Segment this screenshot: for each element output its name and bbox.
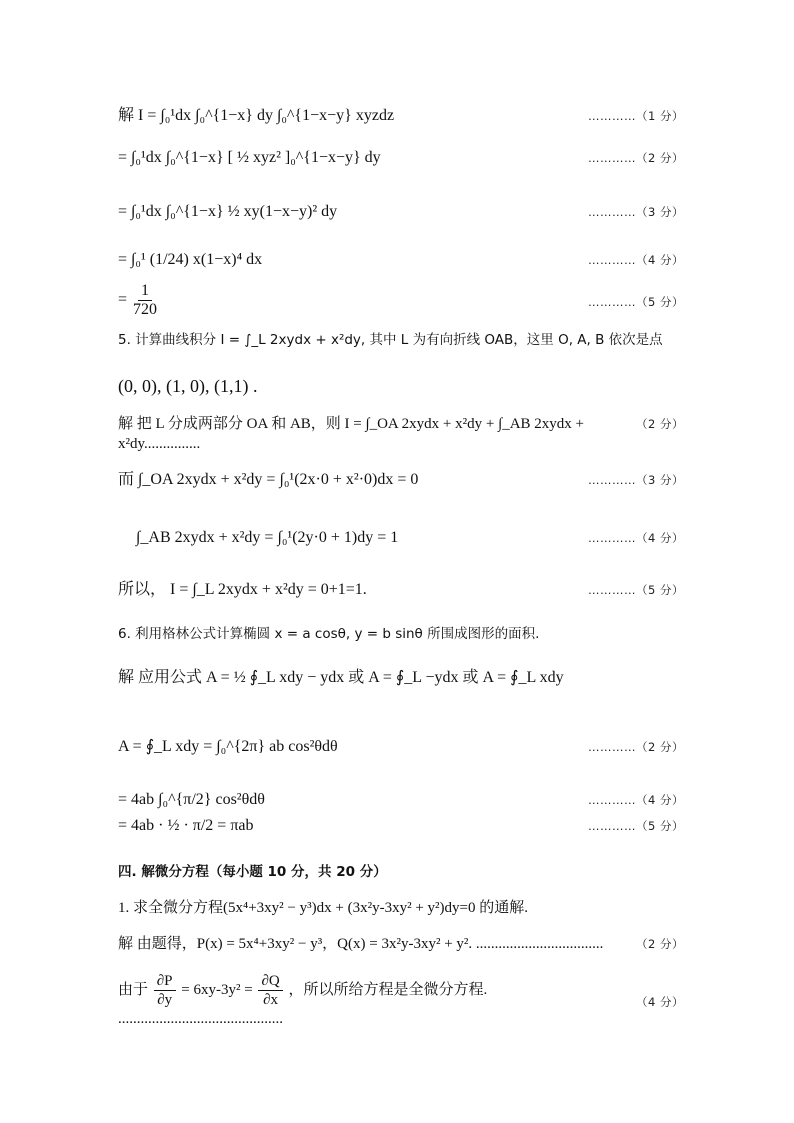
equation-middle: = 6xy-3y² = bbox=[181, 981, 253, 998]
score-mark: …………（2 分） bbox=[588, 740, 684, 754]
solution-row bbox=[118, 816, 684, 836]
solution-line: = 4ab ∫₀^{π/2} cos²θdθ bbox=[118, 791, 265, 808]
numerator: ∂Q bbox=[258, 972, 282, 991]
score-mark: （2 分） bbox=[636, 417, 684, 431]
section-heading: 四. 解微分方程（每小题 10 分，共 20 分） bbox=[118, 864, 387, 880]
problem-statement: 1. 求全微分方程(5x⁴+3xy² − y³)dx + (3x²y-3xy² + y²)dy=0 的通解. bbox=[118, 900, 528, 916]
solution-row bbox=[118, 528, 684, 548]
score-mark: …………（3 分） bbox=[588, 473, 684, 487]
score-mark: …………（1 分） bbox=[588, 109, 684, 123]
solution-line: 解 I = ∫₀¹dx ∫₀^{1−x} dy ∫₀^{1−x−y} xyzdz bbox=[118, 107, 395, 124]
fraction bbox=[258, 972, 282, 1009]
solution-row bbox=[118, 580, 684, 600]
solution-line: = ∫₀¹dx ∫₀^{1−x} [ ½ xyz² ]₀^{1−x−y} dy bbox=[118, 149, 381, 166]
solution-line: 所以， I = ∫_L 2xydx + x²dy = 0+1=1. bbox=[118, 581, 367, 598]
solution-row bbox=[118, 470, 684, 490]
label-since: 由于 bbox=[118, 981, 149, 998]
solution-row bbox=[118, 202, 684, 222]
numerator: ∂P bbox=[154, 972, 176, 991]
solution-row bbox=[118, 737, 684, 757]
score-mark: …………（5 分） bbox=[588, 819, 684, 833]
solution-line: 解 由题得，P(x) = 5x⁴+3xy² − y³，Q(x) = 3x²y-3xy² + y². .................................. bbox=[118, 936, 604, 952]
denominator: 720 bbox=[133, 301, 158, 318]
solution-line: A = ∮_L xdy = ∫₀^{2π} ab cos²θdθ bbox=[118, 738, 338, 755]
solution-row bbox=[118, 934, 684, 954]
score-mark: …………（4 分） bbox=[588, 793, 684, 807]
solution-line: 而 ∫_OA 2xydx + x²dy = ∫₀¹(2x·0 + x²·0)dx = 0 bbox=[118, 471, 419, 488]
solution-row bbox=[118, 790, 684, 810]
score-mark: （2 分） bbox=[636, 937, 684, 951]
score-mark: …………（2 分） bbox=[588, 151, 684, 165]
solution-line bbox=[118, 972, 626, 1029]
score-mark: （4 分） bbox=[636, 995, 684, 1009]
section-differential-equations bbox=[118, 862, 684, 1047]
problem-statement: 5. 计算曲线积分 I = ∫_L 2xydx + x²dy, 其中 L 为有向折线 OAB，这里 O, A, B 依次是点 bbox=[118, 332, 663, 348]
fraction bbox=[154, 972, 176, 1009]
conclusion: ，所以所给方程是全微分方程. ............................................ bbox=[118, 981, 488, 1027]
solution-line: 解 把 L 分成两部分 OA 和 AB，则 I = ∫_OA 2xydx + x²dy + ∫_AB 2xydx + x²dy............... bbox=[118, 416, 585, 452]
denominator: ∂y bbox=[157, 992, 173, 1008]
solution-row bbox=[118, 414, 684, 454]
solution-row bbox=[118, 250, 684, 270]
score-mark: …………（4 分） bbox=[588, 531, 684, 545]
problem-points: (0, 0), (1, 0), (1,1) . bbox=[118, 376, 258, 396]
score-mark: …………（3 分） bbox=[588, 205, 684, 219]
numerator: 1 bbox=[138, 282, 152, 301]
solution-row bbox=[118, 282, 684, 319]
score-mark: …………（5 分） bbox=[588, 295, 684, 309]
solution-line: ∫_AB 2xydx + x²dy = ∫₀¹(2y·0 + 1)dy = 1 bbox=[136, 529, 399, 546]
fraction bbox=[133, 282, 157, 319]
score-mark: …………（4 分） bbox=[588, 253, 684, 267]
solution-row bbox=[118, 972, 684, 1029]
solution-line bbox=[118, 282, 578, 319]
equals: = bbox=[118, 291, 128, 309]
solution-line: = 4ab · ½ · π/2 = πab bbox=[118, 817, 254, 834]
solution-row bbox=[118, 148, 684, 168]
problem-statement: 6. 利用格林公式计算椭圆 x = a cosθ, y = b sinθ 所围成图形的面积. bbox=[118, 626, 540, 642]
solution-line: = ∫₀¹dx ∫₀^{1−x} ½ xy(1−x−y)² dy bbox=[118, 203, 338, 220]
solution-formula: 解 应用公式 A = ½ ∮_L xdy − ydx 或 A = ∮_L −ydx 或 A = ∮_L xdy bbox=[118, 669, 564, 686]
solution-line: = ∫₀¹ (1/24) x(1−x)⁴ dx bbox=[118, 251, 263, 268]
score-mark: …………（5 分） bbox=[588, 583, 684, 597]
denominator: ∂x bbox=[263, 992, 279, 1008]
solution-row bbox=[118, 106, 684, 126]
